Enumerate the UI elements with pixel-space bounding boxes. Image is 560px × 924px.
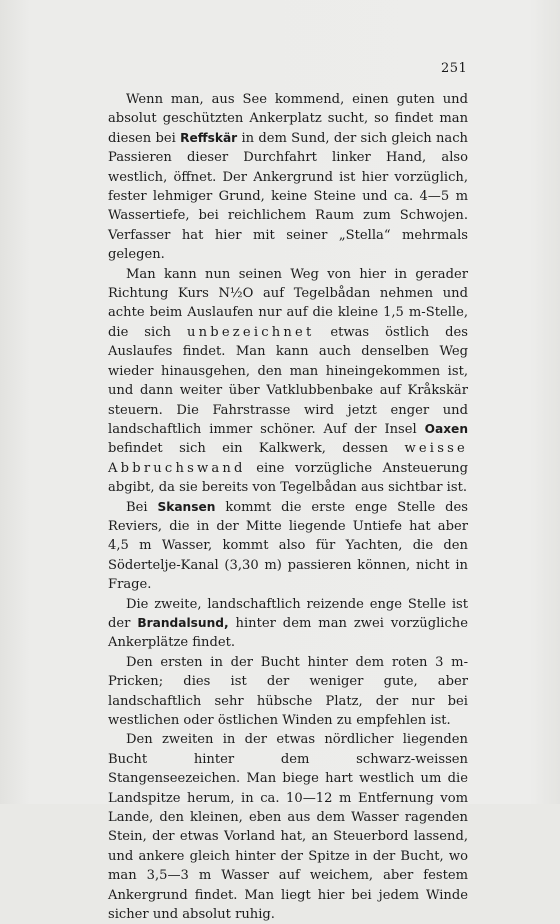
body-text xyxy=(108,90,468,924)
paragraph xyxy=(108,595,468,653)
text-run: kommt die erste enge Stelle des Reviers, die in der Mitte liegende Untiefe hat aber 4,5 m Wasser, kommt also für Yachten, die den Södertelje-Kanal (3,30 m) passieren können, nicht in Frage. xyxy=(108,499,468,593)
place-name: Oaxen xyxy=(424,421,468,436)
paragraph xyxy=(108,90,468,265)
text-run: Den zweiten in der etwas nördlicher liegenden Bucht hinter dem schwarz-weissen Stangenseezeichen. Man biege hart westlich um die Landspitze herum, in ca. 10—12 m Entfernung vom Lande, den kleinen, eben aus dem Wasser ragenden Stein, der etwas Vorland hat, an Steuerbord lassend, und ankere gleich hinter der Spitze in der Bucht, wo man 3,5—3 m Wasser auf weichem, aber festem Ankergrund findet. Man liegt hier bei jedem Winde sicher und absolut ruhig. xyxy=(108,732,468,923)
text-run: Die zweite, landschaftlich reizende enge Stelle ist der xyxy=(108,596,468,631)
paragraph xyxy=(108,653,468,731)
paragraph xyxy=(108,265,468,498)
text-run: Man kann nun seinen Weg von hier in gerader Richtung Kurs N½O auf Tegelbådan nehmen und achte beim Auslaufen nur auf die kleine 1,5 m-Stelle, die sich xyxy=(108,266,468,340)
text-run: in dem Sund, der sich gleich nach Passieren dieser Durchfahrt linker Hand, also westlich, öffnet. Der Ankergrund ist hier vorzüglich, fester lehmiger Grund, keine Steine und ca. 4—5 m Wassertiefe, bei reichlichem Raum zum Schwojen. Verfasser hat hier mit seiner „Stella“ mehrmals gelegen. xyxy=(108,130,468,263)
place-name: Skansen xyxy=(157,499,216,514)
page-number: 251 xyxy=(441,61,468,76)
text-run: Wenn man, aus See kommend, einen guten und absolut geschützten Ankerplatz sucht, so findet man diesen bei xyxy=(108,92,468,146)
place-name: Brandalsund, xyxy=(137,615,229,630)
text-run: Bei xyxy=(126,499,158,515)
paragraph xyxy=(108,498,468,595)
paragraph xyxy=(108,730,468,924)
text-run: etwas östlich des Auslaufes findet. Man kann auch denselben Weg wieder hinausgehen, den man hineingekommen ist, und dann weiter über Vatklubbenbake auf Kråkskär steuern. Die Fahrstrasse wird jetzt enger und landschaftlich immer schöner. Auf der Insel xyxy=(108,324,468,437)
text-run: befindet sich ein Kalkwerk, dessen xyxy=(108,441,405,457)
text-run: Den ersten in der Bucht hinter dem roten 3 m-Pricken; dies ist der weniger gute, aber landschaftlich sehr hübsche Platz, der nur bei westlichen oder östlichen Winden zu empfehlen ist. xyxy=(108,654,468,728)
place-name: Reffskär xyxy=(180,130,238,145)
spaced-emphasis: weisse Abbruchswand xyxy=(108,441,468,476)
text-run: hinter dem man zwei vorzügliche Ankerplätze findet. xyxy=(108,615,468,651)
spaced-emphasis: unbezeichnet xyxy=(186,324,315,340)
text-run: eine vorzügliche Ansteuerung abgibt, da sie bereits von Tegelbådan aus sichtbar ist. xyxy=(108,460,468,496)
